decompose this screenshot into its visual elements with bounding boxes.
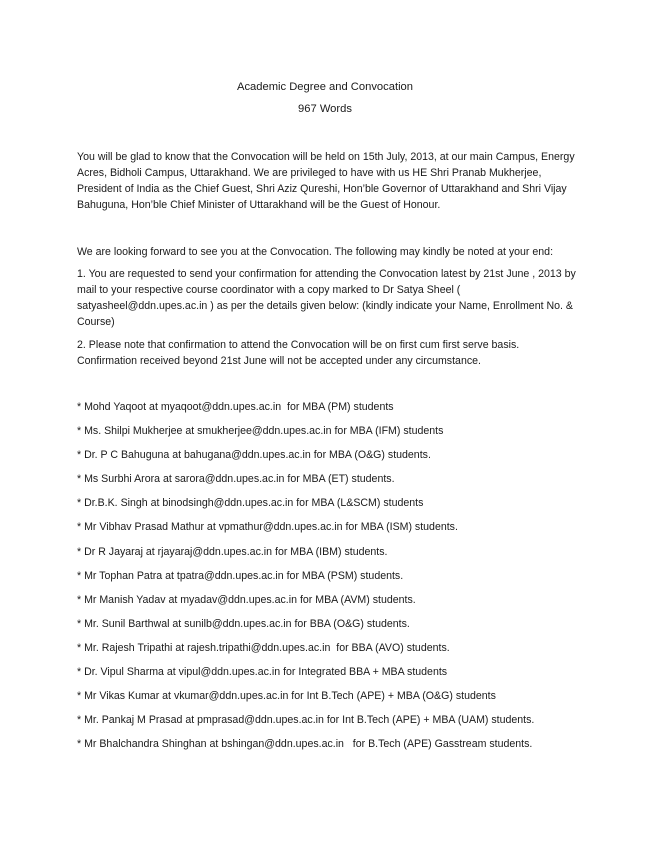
- coordinator-item: * Mr Tophan Patra at tpatra@ddn.upes.ac.in for MBA (PSM) students.: [77, 569, 404, 582]
- document-title: Academic Degree and Convocation: [237, 81, 413, 93]
- confirmation-instruction: 1. You are requested to send your confirmation for attending the Convocation latest by 21st June , 2013 by mail to your respective course coordinator with a copy marked to Dr Satya Sheel ( satyasheel@ddn.upes.ac.in ) as per the details given below: (kindly indicate your Name, Enrollment No. & Course): [77, 268, 576, 328]
- coordinator-item: * Dr. Vipul Sharma at vipul@ddn.upes.ac.in for Integrated BBA + MBA students: [77, 666, 448, 679]
- coordinator-item: * Mohd Yaqoot at myaqoot@ddn.upes.ac.in for MBA (PM) students: [77, 401, 394, 413]
- coordinator-item: * Ms Surbhi Arora at sarora@ddn.upes.ac.in for MBA (ET) students.: [77, 473, 395, 486]
- coordinator-item: * Mr Bhalchandra Shinghan at bshingan@ddn.upes.ac.in for B.Tech (APE) Gasstream students.: [77, 738, 533, 751]
- intro-paragraph: You will be glad to know that the Convocation will be held on 15th July, 2013, at our main Campus, Energy Acres, Bidholi Campus, Uttarakhand. We are privileged to have with us HE Shri Pranab Mukherjee, President of India as the Chief Guest, Shri Aziz Qureshi, Hon’ble Governor of Uttarakhand and Shri Vijay Bahuguna, Hon’ble Chief Minister of Uttarakhand will be the Guest of Honour.: [77, 151, 575, 211]
- coordinator-item: * Mr Vikas Kumar at vkumar@ddn.upes.ac.in for Int B.Tech (APE) + MBA (O&G) students: [77, 690, 496, 703]
- coordinator-item: * Mr Manish Yadav at myadav@ddn.upes.ac.in for MBA (AVM) students.: [77, 593, 416, 606]
- coordinator-item: * Ms. Shilpi Mukherjee at smukherjee@ddn.upes.ac.in for MBA (IFM) students: [77, 425, 444, 438]
- coordinator-item: * Mr. Rajesh Tripathi at rajesh.tripathi@ddn.upes.ac.in for BBA (AVO) students.: [77, 641, 450, 654]
- coordinator-item: * Mr Vibhav Prasad Mathur at vpmathur@ddn.upes.ac.in for MBA (ISM) students.: [77, 521, 458, 534]
- coordinator-item: * Mr. Pankaj M Prasad at pmprasad@ddn.upes.ac.in for Int B.Tech (APE) + MBA (UAM) students.: [77, 714, 535, 727]
- word-count: 967 Words: [298, 103, 352, 115]
- coordinator-item: * Dr.B.K. Singh at binodsingh@ddn.upes.ac.in for MBA (L&SCM) students: [77, 497, 424, 510]
- forward-paragraph: We are looking forward to see you at the Convocation. The following may kindly be noted at your end:: [77, 246, 554, 258]
- coordinator-list: [77, 399, 597, 760]
- first-come-notice: 2. Please note that confirmation to attend the Convocation will be on first cum first serve basis. Confirmation received beyond 21st June will not be accepted under any circumstance.: [77, 339, 520, 367]
- coordinator-item: * Dr. P C Bahuguna at bahugana@ddn.upes.ac.in for MBA (O&G) students.: [77, 449, 431, 462]
- coordinator-item: * Mr. Sunil Barthwal at sunilb@ddn.upes.ac.in for BBA (O&G) students.: [77, 617, 410, 630]
- coordinator-item: * Dr R Jayaraj at rjayaraj@ddn.upes.ac.in for MBA (IBM) students.: [77, 545, 388, 558]
